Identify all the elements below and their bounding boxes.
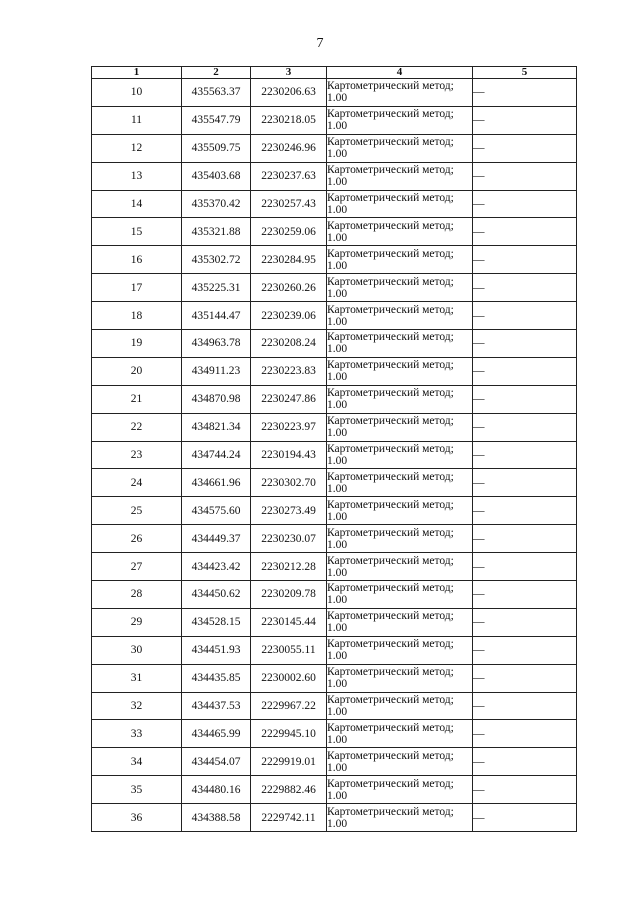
note-cell: — — [473, 441, 577, 469]
method-name: Картометрический метод; — [327, 331, 454, 344]
point-number-cell: 16 — [92, 246, 182, 274]
coordinate-x-cell: 435144.47 — [182, 302, 251, 330]
note-cell: — — [473, 664, 577, 692]
method-accuracy: 1.00 — [327, 427, 348, 440]
table-row — [92, 525, 577, 553]
method-cell — [327, 469, 473, 497]
table-row — [92, 218, 577, 246]
point-number-cell: 19 — [92, 330, 182, 358]
method-cell — [327, 804, 473, 832]
method-name: Картометрический метод; — [327, 443, 454, 456]
note-cell: — — [473, 302, 577, 330]
method-name: Картометрический метод; — [327, 470, 454, 483]
note-cell: — — [473, 748, 577, 776]
method-cell — [327, 608, 473, 636]
coordinate-y-cell: 2230002.60 — [251, 664, 327, 692]
method-accuracy: 1.00 — [327, 566, 348, 579]
coordinate-y-cell: 2229945.10 — [251, 720, 327, 748]
method-accuracy: 1.00 — [327, 287, 348, 300]
coordinate-x-cell: 435302.72 — [182, 246, 251, 274]
method-accuracy: 1.00 — [327, 650, 348, 663]
method-cell — [327, 692, 473, 720]
note-cell: — — [473, 804, 577, 832]
method-name: Картометрический метод; — [327, 638, 454, 651]
note-cell: — — [473, 636, 577, 664]
coordinate-x-cell: 434435.85 — [182, 664, 251, 692]
method-cell — [327, 218, 473, 246]
coordinate-x-cell: 434437.53 — [182, 692, 251, 720]
table-row — [92, 357, 577, 385]
method-name: Картометрический метод; — [327, 108, 454, 121]
coordinate-y-cell: 2230239.06 — [251, 302, 327, 330]
coordinate-y-cell: 2230145.44 — [251, 608, 327, 636]
point-number-cell: 12 — [92, 134, 182, 162]
method-accuracy: 1.00 — [327, 594, 348, 607]
point-number-cell: 11 — [92, 106, 182, 134]
method-accuracy: 1.00 — [327, 148, 348, 161]
coordinate-y-cell: 2229742.11 — [251, 804, 327, 832]
coordinate-y-cell: 2230194.43 — [251, 441, 327, 469]
coordinate-x-cell: 434451.93 — [182, 636, 251, 664]
method-name: Картометрический метод; — [327, 610, 454, 623]
point-number-cell: 20 — [92, 357, 182, 385]
method-accuracy: 1.00 — [327, 510, 348, 523]
note-cell: — — [473, 246, 577, 274]
coordinate-x-cell: 435225.31 — [182, 274, 251, 302]
coordinate-y-cell: 2229919.01 — [251, 748, 327, 776]
method-cell — [327, 330, 473, 358]
method-name: Картометрический метод; — [327, 582, 454, 595]
method-name: Картометрический метод; — [327, 415, 454, 428]
coordinate-y-cell: 2230055.11 — [251, 636, 327, 664]
point-number-cell: 24 — [92, 469, 182, 497]
column-header: 3 — [251, 67, 327, 79]
method-cell — [327, 636, 473, 664]
method-accuracy: 1.00 — [327, 761, 348, 774]
coordinate-x-cell: 435509.75 — [182, 134, 251, 162]
method-cell — [327, 497, 473, 525]
point-number-cell: 28 — [92, 581, 182, 609]
coordinate-x-cell: 435547.79 — [182, 106, 251, 134]
coordinate-x-cell: 434454.07 — [182, 748, 251, 776]
table-row — [92, 664, 577, 692]
coordinate-x-cell: 434528.15 — [182, 608, 251, 636]
coordinate-y-cell: 2230257.43 — [251, 190, 327, 218]
coordinate-x-cell: 434465.99 — [182, 720, 251, 748]
note-cell: — — [473, 330, 577, 358]
column-header: 5 — [473, 67, 577, 79]
method-accuracy: 1.00 — [327, 204, 348, 216]
point-number-cell: 22 — [92, 413, 182, 441]
method-name: Картометрический метод; — [327, 721, 454, 734]
coordinate-x-cell: 435403.68 — [182, 162, 251, 190]
coordinate-y-cell: 2230260.26 — [251, 274, 327, 302]
method-accuracy: 1.00 — [327, 92, 348, 105]
table-row — [92, 497, 577, 525]
table-row — [92, 804, 577, 832]
coordinate-x-cell: 434821.34 — [182, 413, 251, 441]
note-cell: — — [473, 469, 577, 497]
method-cell — [327, 720, 473, 748]
method-cell — [327, 79, 473, 107]
note-cell: — — [473, 106, 577, 134]
method-accuracy: 1.00 — [327, 538, 348, 551]
coordinate-y-cell: 2230223.83 — [251, 357, 327, 385]
point-number-cell: 33 — [92, 720, 182, 748]
point-number-cell: 29 — [92, 608, 182, 636]
method-accuracy: 1.00 — [327, 622, 348, 635]
page-number: 7 — [316, 36, 324, 51]
column-header: 2 — [182, 67, 251, 79]
table-row — [92, 79, 577, 107]
coordinate-y-cell: 2230218.05 — [251, 106, 327, 134]
coordinate-y-cell: 2230247.86 — [251, 385, 327, 413]
method-name: Картометрический метод; — [327, 554, 454, 567]
coordinate-x-cell: 434480.16 — [182, 776, 251, 804]
method-name: Картометрический метод; — [327, 749, 454, 762]
method-accuracy: 1.00 — [327, 399, 348, 412]
method-name: Картометрический метод; — [327, 219, 454, 232]
method-name: Картометрический метод; — [327, 303, 454, 316]
method-cell — [327, 385, 473, 413]
coordinate-x-cell: 435370.42 — [182, 190, 251, 218]
coordinate-x-cell: 434870.98 — [182, 385, 251, 413]
method-cell — [327, 581, 473, 609]
table-row — [92, 441, 577, 469]
coordinate-y-cell: 2230302.70 — [251, 469, 327, 497]
point-number-cell: 32 — [92, 692, 182, 720]
note-cell: — — [473, 553, 577, 581]
method-accuracy: 1.00 — [327, 678, 348, 691]
method-name: Картометрический метод; — [327, 275, 454, 288]
coordinate-y-cell: 2230206.63 — [251, 79, 327, 107]
method-accuracy: 1.00 — [327, 817, 348, 830]
method-name: Картометрический метод; — [327, 80, 454, 93]
method-accuracy: 1.00 — [327, 259, 348, 272]
table-row — [92, 608, 577, 636]
note-cell: — — [473, 79, 577, 107]
note-cell: — — [473, 134, 577, 162]
method-cell — [327, 134, 473, 162]
method-name: Картометрический метод; — [327, 359, 454, 372]
method-name: Картометрический метод; — [327, 164, 454, 177]
method-name: Картометрический метод; — [327, 247, 454, 260]
method-cell — [327, 776, 473, 804]
column-header: 1 — [92, 67, 182, 79]
method-cell — [327, 664, 473, 692]
table-row — [92, 385, 577, 413]
method-cell — [327, 190, 473, 218]
method-accuracy: 1.00 — [327, 482, 348, 495]
method-name: Картометрический метод; — [327, 387, 454, 400]
point-number-cell: 25 — [92, 497, 182, 525]
method-accuracy: 1.00 — [327, 343, 348, 356]
method-name: Картометрический метод; — [327, 192, 454, 204]
coordinate-y-cell: 2230209.78 — [251, 581, 327, 609]
method-cell — [327, 162, 473, 190]
point-number-cell: 23 — [92, 441, 182, 469]
point-number-cell: 30 — [92, 636, 182, 664]
coordinate-x-cell: 434575.60 — [182, 497, 251, 525]
table-row — [92, 106, 577, 134]
table-row — [92, 134, 577, 162]
method-accuracy: 1.00 — [327, 315, 348, 328]
method-accuracy: 1.00 — [327, 176, 348, 189]
note-cell: — — [473, 274, 577, 302]
method-name: Картометрический метод; — [327, 805, 454, 818]
coordinate-x-cell: 434450.62 — [182, 581, 251, 609]
method-name: Картометрический метод; — [327, 526, 454, 539]
coordinate-x-cell: 434911.23 — [182, 357, 251, 385]
coordinate-y-cell: 2230212.28 — [251, 553, 327, 581]
note-cell: — — [473, 497, 577, 525]
method-cell — [327, 553, 473, 581]
method-accuracy: 1.00 — [327, 789, 348, 802]
coordinate-x-cell: 434963.78 — [182, 330, 251, 358]
point-number-cell: 21 — [92, 385, 182, 413]
coordinate-x-cell: 434661.96 — [182, 469, 251, 497]
method-cell — [327, 246, 473, 274]
note-cell: — — [473, 776, 577, 804]
coordinate-y-cell: 2230246.96 — [251, 134, 327, 162]
coordinate-x-cell: 434744.24 — [182, 441, 251, 469]
table-row — [92, 274, 577, 302]
table-row — [92, 330, 577, 358]
table-row — [92, 553, 577, 581]
note-cell: — — [473, 162, 577, 190]
method-cell — [327, 302, 473, 330]
note-cell: — — [473, 525, 577, 553]
point-number-cell: 27 — [92, 553, 182, 581]
method-accuracy: 1.00 — [327, 455, 348, 468]
coordinate-x-cell: 435321.88 — [182, 218, 251, 246]
coordinate-x-cell: 434423.42 — [182, 553, 251, 581]
method-name: Картометрический метод; — [327, 694, 454, 707]
note-cell: — — [473, 218, 577, 246]
table-row — [92, 302, 577, 330]
header-row — [92, 67, 577, 79]
method-cell — [327, 357, 473, 385]
coordinate-y-cell: 2230223.97 — [251, 413, 327, 441]
method-cell — [327, 106, 473, 134]
point-number-cell: 34 — [92, 748, 182, 776]
coordinate-x-cell: 434449.37 — [182, 525, 251, 553]
method-accuracy: 1.00 — [327, 120, 348, 133]
coordinate-y-cell: 2230208.24 — [251, 330, 327, 358]
method-cell — [327, 274, 473, 302]
table-row — [92, 413, 577, 441]
point-number-cell: 36 — [92, 804, 182, 832]
method-cell — [327, 441, 473, 469]
coordinate-y-cell: 2230284.95 — [251, 246, 327, 274]
table-row — [92, 776, 577, 804]
table-row — [92, 190, 577, 218]
table-row — [92, 636, 577, 664]
method-name: Картометрический метод; — [327, 136, 454, 149]
note-cell: — — [473, 385, 577, 413]
coordinates-table — [91, 66, 577, 832]
note-cell: — — [473, 692, 577, 720]
method-accuracy: 1.00 — [327, 371, 348, 384]
coordinate-y-cell: 2230230.07 — [251, 525, 327, 553]
method-cell — [327, 525, 473, 553]
method-name: Картометрический метод; — [327, 498, 454, 511]
method-name: Картометрический метод; — [327, 777, 454, 790]
table-row — [92, 692, 577, 720]
method-accuracy: 1.00 — [327, 706, 348, 719]
method-cell — [327, 748, 473, 776]
note-cell: — — [473, 581, 577, 609]
table-row — [92, 581, 577, 609]
table-row — [92, 748, 577, 776]
table-row — [92, 469, 577, 497]
note-cell: — — [473, 190, 577, 218]
table-row — [92, 720, 577, 748]
table-row — [92, 162, 577, 190]
point-number-cell: 31 — [92, 664, 182, 692]
point-number-cell: 10 — [92, 79, 182, 107]
method-name: Картометрический метод; — [327, 666, 454, 679]
coordinate-x-cell: 434388.58 — [182, 804, 251, 832]
point-number-cell: 15 — [92, 218, 182, 246]
point-number-cell: 18 — [92, 302, 182, 330]
point-number-cell: 13 — [92, 162, 182, 190]
point-number-cell: 14 — [92, 190, 182, 218]
point-number-cell: 26 — [92, 525, 182, 553]
coordinate-y-cell: 2230237.63 — [251, 162, 327, 190]
coordinate-y-cell: 2229967.22 — [251, 692, 327, 720]
note-cell: — — [473, 357, 577, 385]
note-cell: — — [473, 608, 577, 636]
note-cell: — — [473, 413, 577, 441]
table-row — [92, 246, 577, 274]
point-number-cell: 17 — [92, 274, 182, 302]
coordinate-y-cell: 2230259.06 — [251, 218, 327, 246]
column-header: 4 — [327, 67, 473, 79]
note-cell: — — [473, 720, 577, 748]
coordinate-x-cell: 435563.37 — [182, 79, 251, 107]
method-accuracy: 1.00 — [327, 733, 348, 746]
coordinate-y-cell: 2229882.46 — [251, 776, 327, 804]
coordinate-y-cell: 2230273.49 — [251, 497, 327, 525]
point-number-cell: 35 — [92, 776, 182, 804]
method-cell — [327, 413, 473, 441]
method-accuracy: 1.00 — [327, 231, 348, 244]
table-body — [92, 79, 577, 832]
